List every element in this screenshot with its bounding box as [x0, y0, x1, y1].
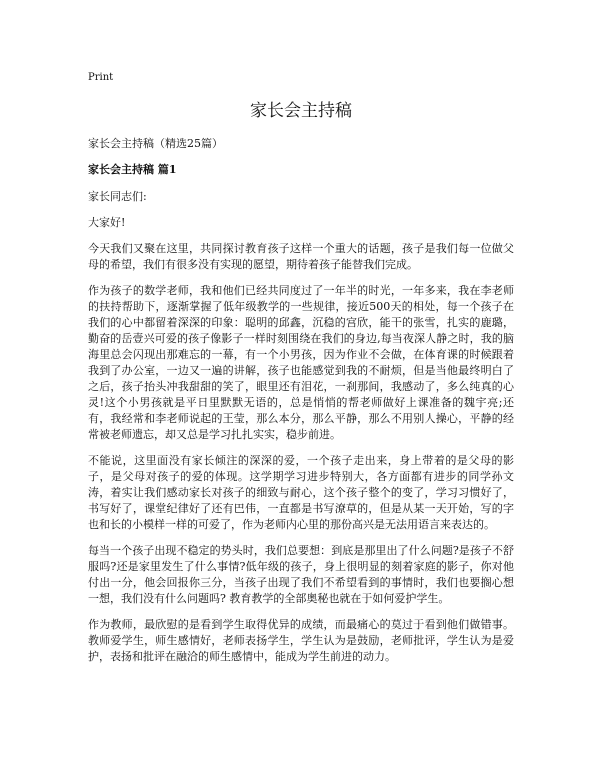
document-subtitle: 家长会主持稿（精选25篇） — [88, 137, 223, 150]
body-paragraph: 每当一个孩子出现不稳定的势头时，我们总要想：到底是那里出了什么问题?是孩子不舒服吗?还是家里发生了什么事情?低年级的孩子，身上很明显的刻着家庭的影子，你对他付出一分，他会回报你三分，当孩子出现了我们不希望看到的事情时，我们也要搁心想一想，我们没有什么问题吗? 教育教学的全部奥秘也就在于如何爱护学生。 — [88, 544, 514, 605]
greeting-paragraph: 大家好! — [88, 216, 126, 229]
document-title: 家长会主持稿 — [250, 101, 352, 121]
print-label: Print — [88, 72, 114, 83]
body-paragraph: 作为教师，最欣慰的是看到学生取得优异的成绩，而最痛心的莫过于看到他们做错事。教师爱学生，师生感情好，老师表扬学生，学生认为是鼓励，老师批评，学生认为是爱护，表扬和批评在融洽的师生感情中，能成为学生前进的动力。 — [88, 618, 514, 663]
body-paragraph: 今天我们又聚在这里，共同探讨教育孩子这样一个重大的话题，孩子是我们每一位做父母的希望，我们有很多没有实现的愿望，期待着孩子能替我们完成。 — [88, 242, 514, 271]
body-paragraph: 不能说，这里面没有家长倾注的深深的爱，一个孩子走出来，身上带着的是父母的影子，是父母对孩子的爱的体现。这学期学习进步特别大，各方面都有进步的同学孙文涛，着实让我们感动家长对孩子的细致与耐心，这个孩子整个的变了，学习习惯好了，书写好了，课堂纪律好了还有巴伟，一直都是书写潦草的，但是从某一天开始，写的字也和长的小模样一样的可爱了，作为老师内心里的那份高兴是无法用语言来表达的。 — [88, 454, 514, 531]
salutation-paragraph: 家长同志们: — [88, 190, 147, 203]
section-heading: 家长会主持稿 篇1 — [88, 163, 177, 176]
body-paragraph: 作为孩子的数学老师，我和他们已经共同度过了一年半的时光，一年多来，我在李老师的扶持帮助下，逐渐掌握了低年级教学的一些规律，接近500天的相处，每一个孩子在我们的心中都留着深深的印象：聪明的邱鑫，沉稳的宫欣，能干的张雪，扎实的鹿璐，勤奋的岳壹兴可爱的孩子像影子一样时刻围绕在我们的身边,每当夜深人静之时，我的脑海里总会闪现出那难忘的一幕，有一个小男孩，因为作业不会做，在体育课的时候跟着我到了办公室，一边又一遍的讲解，孩子也能感觉到我的不耐烦，但是当他最终明白了之后，孩子抬头冲我甜甜的笑了，眼里还有泪花，一刹那间，我感动了，多么纯真的心灵!这个小男孩就是平日里默默无语的，总是悄悄的帮老师做好上课准备的魏宇亮;还有，我经常和李老师说起的王莹，那么本分，那么平静，那么不用别人操心，平静的经常被老师遗忘，却又总是学习扎扎实实，稳步前进。 — [88, 284, 514, 441]
